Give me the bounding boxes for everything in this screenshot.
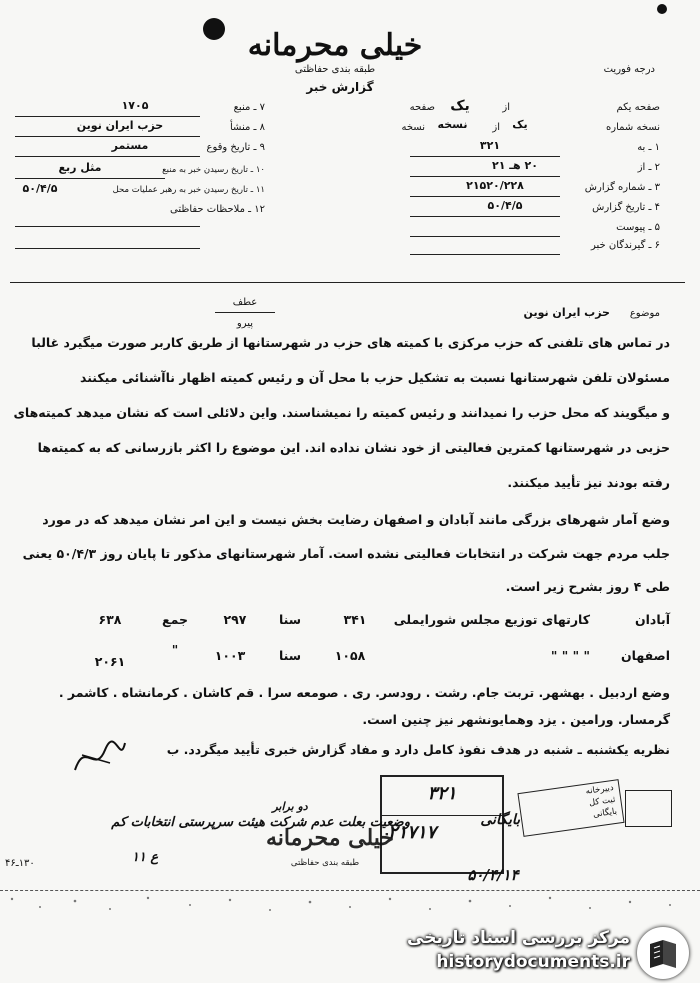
stats-a: ۳۴۱: [343, 612, 367, 627]
field-recipients-line: [410, 254, 560, 255]
signature-mark: [70, 735, 130, 780]
report-title: گزارش خبر: [306, 80, 374, 94]
field-copy-tail: نسخه: [401, 122, 425, 133]
stats-sena: سنا: [278, 648, 302, 663]
field-report-date-line: [410, 216, 560, 217]
field-copy-value2: نسخه: [437, 118, 468, 131]
field-received-source: ۱۰ ـ تاریخ رسیدن خبر به منبع: [162, 165, 265, 175]
registry-stamp-line3: بایگانی: [592, 806, 618, 820]
field-copy-value: یک: [512, 118, 528, 131]
field-origin-value: حزب ایران نوین: [76, 119, 164, 132]
field-attachment-line: [410, 236, 560, 237]
body2-line-2: جلب مردم جهت شرکت در انتخابات فعالیتی نشده است. آمار شهرستانهای مذکور تا پایان روز ۵۰/۴/۳ یعنی: [22, 546, 670, 561]
body2-line-3: طی ۴ روز بشرح زیر است.: [505, 579, 670, 594]
field-occurrence: ۹ ـ تاریخ وقوع: [206, 142, 265, 153]
handwriting-note1: دو برابر: [272, 800, 308, 813]
handwriting-archive: بایگانی: [480, 812, 520, 828]
body3-line-2: گرمسار. ورامین . یزد وهمایونشهر نیز چنین است.: [362, 712, 670, 727]
classification-top: خیلی محرمانه: [247, 28, 423, 63]
stats-b: ۲۹۷: [223, 612, 247, 627]
field-source: ۷ ـ منبع: [233, 102, 265, 113]
registry-stamp: [517, 779, 624, 837]
classification-sub: طبقه بندی حفاظتی: [294, 64, 376, 75]
field-from-value: ۲۰ هـ ۲۱: [492, 159, 538, 172]
field-label: صفحه یکم: [616, 102, 660, 113]
field-from-line: [410, 176, 560, 177]
field-report-no-line: [410, 196, 560, 197]
field-occurrence-value: مستمر: [111, 139, 149, 152]
field-copy-from: از: [492, 122, 500, 133]
stats-city: آبادان: [634, 612, 670, 627]
archive-stamp-date: ۵۰/۴/۱۴: [467, 866, 519, 884]
bottom-classification: خیلی محرمانه: [265, 825, 395, 851]
perforation-line: [0, 890, 700, 891]
subject-label: موضوع: [629, 308, 660, 319]
field-report-date: ۴ ـ تاریخ گزارش: [592, 202, 660, 213]
field-from: ۲ ـ از: [637, 162, 660, 173]
opinion-text: نظریه یکشنبه ـ شنبه در هدف نفوذ کامل دارد و مفاد گزارش خبری تأیید میگردد. ب: [166, 742, 670, 757]
watermark-org: مرکز بررسی اسناد تاریخی: [407, 928, 630, 948]
field-recipients: ۶ ـ گیرندگان خبر: [590, 240, 660, 251]
subject-note-line: [215, 312, 275, 313]
noise-band: [0, 893, 700, 918]
stats-sum-label: ": [171, 642, 179, 657]
watermark-url: historydocuments.ir: [436, 952, 630, 972]
section-divider: [10, 282, 685, 283]
handwriting-note2: وضعیت بعلت عدم شرکت هیئت سرپرستی انتخابات کم: [111, 815, 410, 830]
field-to-value: ۳۲۱: [479, 139, 501, 152]
field-protection-line: [15, 226, 200, 227]
handwriting-note3: ع ۱۱: [131, 850, 159, 865]
field-occurrence-line: [15, 156, 200, 157]
book-icon: [640, 930, 686, 976]
body2-line-1: وضع آمار شهرهای بزرگی مانند آبادان و اصفهان رضایت بخش نیست و این امر نشان میدهد که در مورد: [42, 512, 670, 527]
stats-a: ۱۰۵۸: [334, 648, 366, 663]
stats-city: اصفهان: [621, 648, 670, 663]
field-to: ۱ ـ به: [637, 142, 660, 153]
body3-line-1: وضع اردبیل . بهشهر. تربت جام. رشت . رودسر. ری . صومعه سرا . قم کاشان . کرمانشاه . کاشمر .: [58, 685, 670, 700]
field-origin-line: [15, 136, 200, 137]
field-attachment: ۵ ـ پیوست: [616, 222, 660, 233]
archive-stamp-number2: ۲۱۷۱۷: [387, 822, 437, 843]
stats-desc: کارتهای توزیع مجلس شورایملی: [393, 612, 590, 627]
subject-value: حزب ایران نوین: [523, 306, 610, 319]
field-received-source-line: [15, 178, 165, 179]
field-origin: ۸ ـ منشأ: [229, 122, 265, 133]
watermark-logo: [637, 927, 689, 979]
stats-b: ۱۰۰۳: [214, 648, 246, 663]
field-received-ops-value: ۵۰/۴/۵: [22, 182, 58, 195]
field-copy: نسخه شماره: [606, 122, 660, 133]
field-received-source-value: مثل ربع: [58, 161, 102, 174]
field-protection-line2: [15, 248, 200, 249]
body-line-5: رفته بودند نیز تأیید میکنند.: [507, 475, 670, 490]
body-line-1: در تماس های تلفنی که حزب مرکزی با کمیته های حزب در شهرستانها از طریق کاربر صورت میگیرد غالبا: [31, 335, 670, 350]
punch-hole-left: [203, 18, 225, 40]
field-page: [540, 102, 660, 113]
body-line-3: و میگویند که محل حزب را نمیدانند و رئیس کمیته را نمیشناسند. واین دلائلی است که نشان میدهد کمیته‌های: [13, 405, 670, 420]
field-protection: ۱۲ ـ ملاحظات حفاظتی: [170, 204, 265, 215]
stats-sum-label: جمع: [162, 612, 188, 627]
registry-stamp-line1: دبیرخانه: [585, 782, 615, 797]
field-source-value: ۱۷۰۵: [121, 99, 149, 112]
field-to-line: [410, 156, 560, 157]
field-source-line: [15, 116, 200, 117]
body-line-4: حزبی در شهرستانها کمترین فعالیتی از خود نشان نداده اند. این موضوع را اکثر بازرسانی که به کمیته‌ها: [37, 440, 670, 455]
field-report-no: ۳ ـ شماره گزارش: [584, 182, 660, 193]
registry-stamp-line2: ثبت کل: [588, 794, 616, 809]
stats-sena: سنا: [278, 612, 302, 627]
field-report-no-value: ۲۱۵۲۰/۲۲۸: [466, 179, 524, 192]
stats-desc: " " " ": [550, 648, 590, 663]
stats-sum: ۲۰۶۱: [94, 654, 126, 669]
subject-note-top: عطف: [232, 297, 258, 308]
field-received-ops: ۱۱ ـ تاریخ رسیدن خبر به رهبر عملیات محل: [112, 185, 265, 195]
field-page-from: از: [502, 102, 510, 113]
field-report-date-value: ۵۰/۴/۵: [487, 199, 523, 212]
bottom-classification-sub: طبقه بندی حفاظتی: [290, 858, 360, 868]
field-page-tail: صفحه: [409, 102, 435, 113]
archive-stamp-number: ۳۲۱: [427, 783, 457, 804]
punch-hole-right: [657, 4, 667, 14]
subject-note-bottom: پیرو: [236, 318, 254, 329]
degree-label: درجه فوریت: [603, 64, 655, 75]
form-number: ۱۳۰ـ۴۶: [5, 858, 35, 869]
registry-stamp-2: [625, 790, 672, 827]
stats-sum: ۶۳۸: [98, 612, 122, 627]
body-line-2: مسئولان تلفن شهرستانها نسبت به تشکیل حزب با محل آن و رئیس کمیته اظهار ناآشنائی میکنند: [79, 370, 670, 385]
field-page-value: یک: [450, 98, 470, 114]
